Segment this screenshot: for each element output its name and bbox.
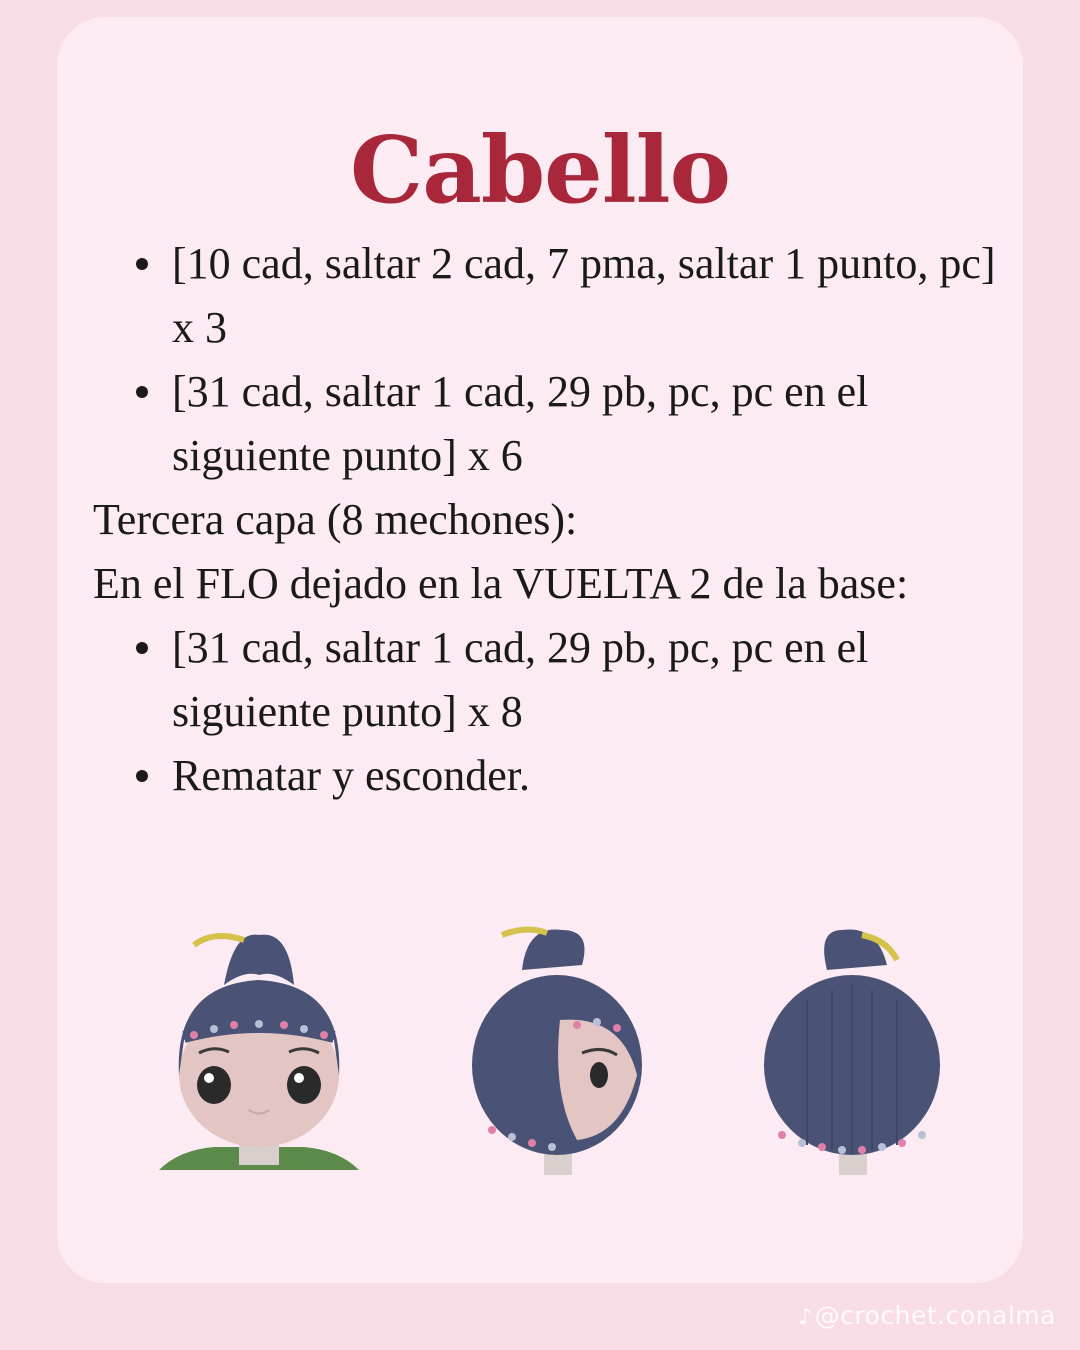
- instructions: [93, 232, 1003, 808]
- section-heading: Tercera capa (8 mechones):: [93, 495, 578, 544]
- watermark-handle: @crochet.conalma: [814, 1301, 1056, 1330]
- hair-photos: [57, 925, 1023, 1195]
- watermark: [798, 1301, 1056, 1330]
- tiktok-icon: ♪: [798, 1305, 813, 1330]
- page-title: Cabello: [350, 115, 730, 224]
- instruction-list-1: [93, 232, 1003, 488]
- section-text: En el FLO dejado en la VUELTA 2 de la base:: [93, 559, 909, 608]
- list-item: Rematar y esconder.: [172, 744, 1003, 808]
- doll-head-back-image: [747, 925, 957, 1185]
- list-item: [31 cad, saltar 1 cad, 29 pb, pc, pc en el siguiente punto] x 8: [172, 616, 1003, 744]
- list-item: [10 cad, saltar 2 cad, 7 pma, saltar 1 punto, pc] x 3: [172, 232, 1003, 360]
- doll-head-side-image: [452, 925, 662, 1185]
- instruction-list-2: [93, 616, 1003, 808]
- list-item: [31 cad, saltar 1 cad, 29 pb, pc, pc en el siguiente punto] x 6: [172, 360, 1003, 488]
- doll-head-front-image: [154, 925, 364, 1185]
